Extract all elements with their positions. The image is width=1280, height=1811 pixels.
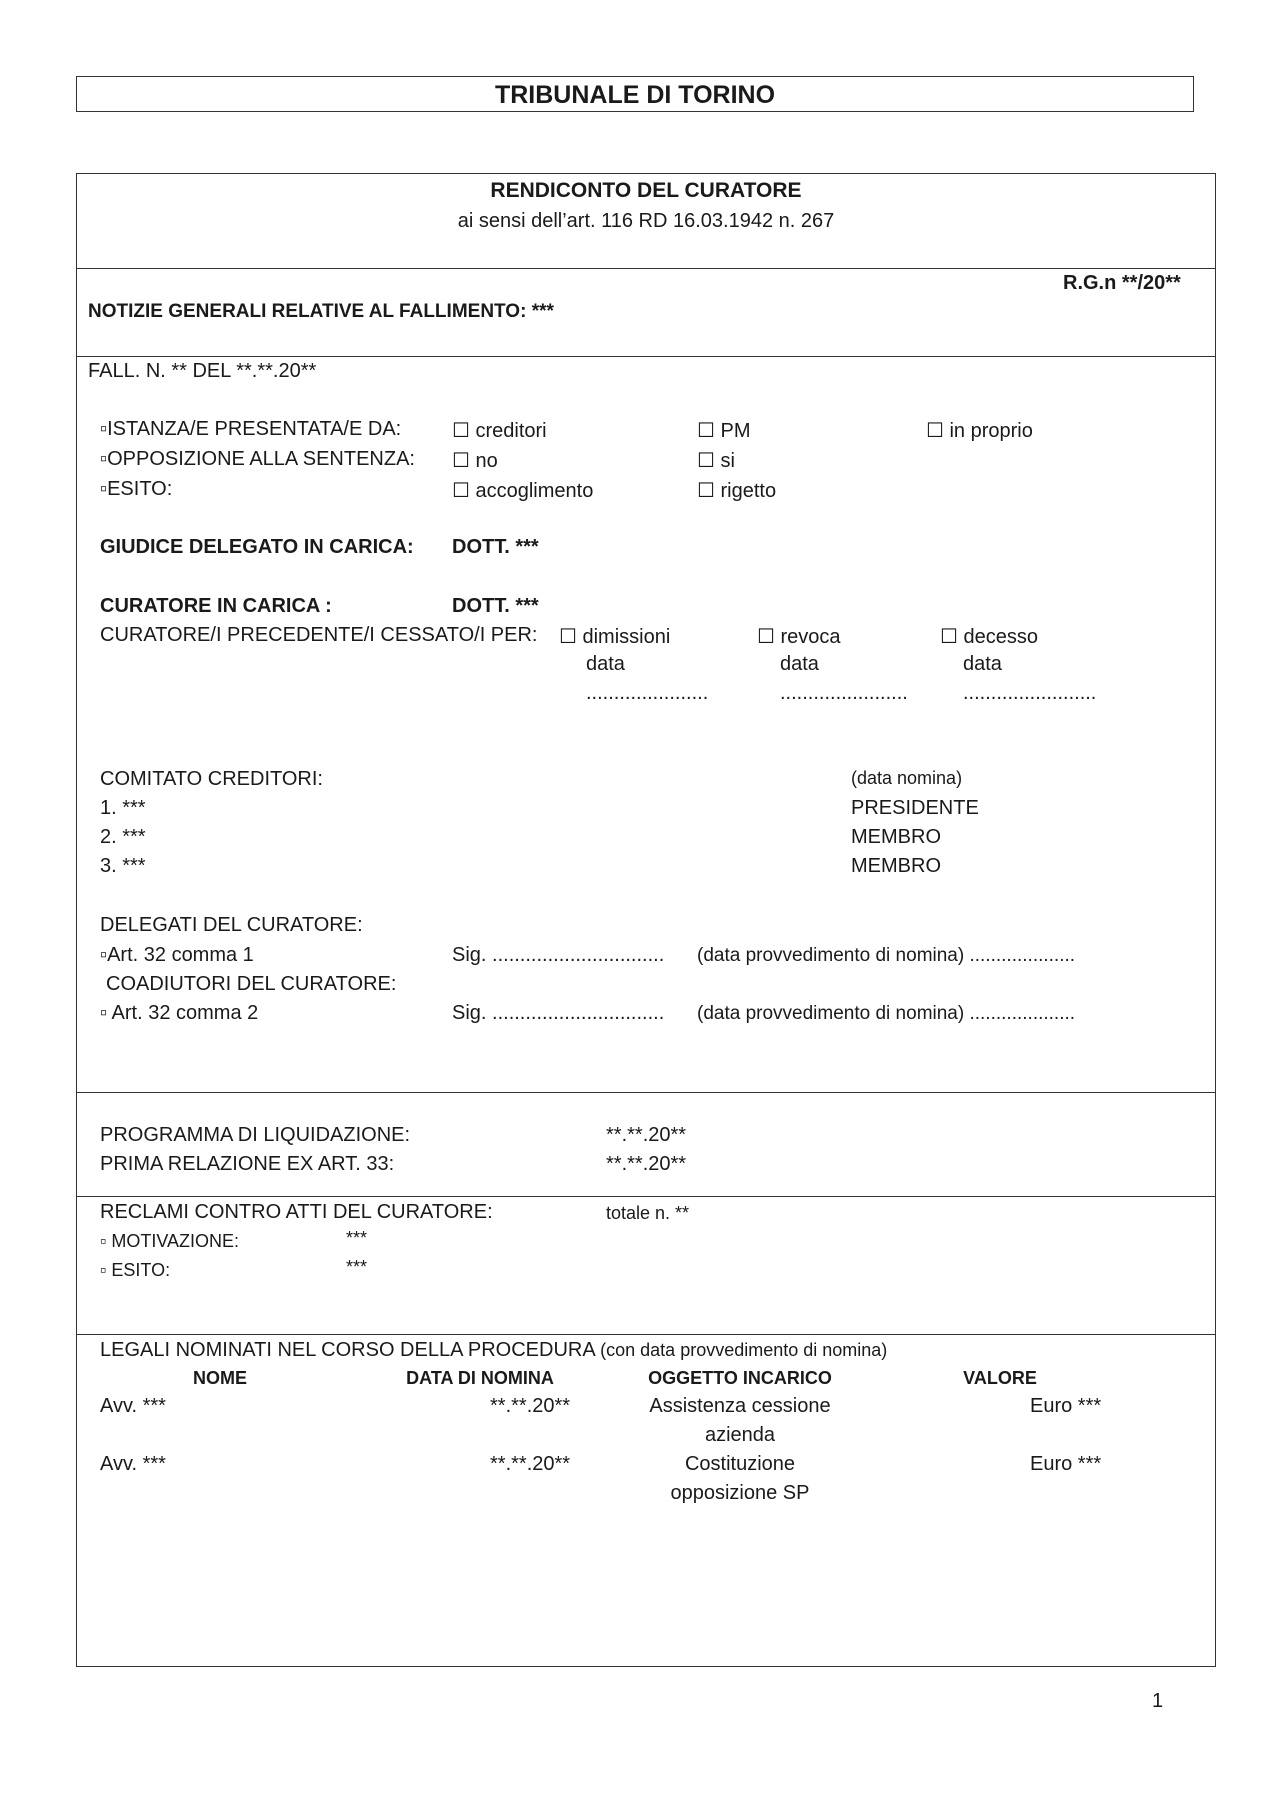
claims-total: totale n. ** bbox=[606, 1203, 690, 1223]
judge-label: GIUDICE DELEGATO IN CARICA: bbox=[100, 536, 414, 558]
page-number: 1 bbox=[1152, 1690, 1164, 1712]
lawyer-date: **.**.20** bbox=[490, 1395, 571, 1417]
coadjutor-nomina-field[interactable]: (data provvedimento di nomina) .................... bbox=[697, 1003, 1076, 1024]
curator-value: DOTT. *** bbox=[452, 595, 539, 617]
claims-motivation-label: ▫ MOTIVAZIONE: bbox=[100, 1231, 240, 1251]
revoca-date-field[interactable]: ....................... bbox=[780, 682, 908, 704]
claims-motivation-value: *** bbox=[346, 1228, 368, 1248]
esito-option-accoglimento[interactable]: ☐ accoglimento bbox=[452, 480, 594, 502]
previous-option-dimissioni[interactable]: ☐ dimissioni bbox=[559, 626, 671, 648]
previous-curator-label: CURATORE/I PRECEDENTE/I CESSATO/I PER: bbox=[100, 624, 538, 646]
lawyers-heading-note: (con data provvedimento di nomina) bbox=[600, 1340, 888, 1360]
lawyers-heading bbox=[100, 1339, 887, 1362]
esito-option-rigetto[interactable]: ☐ rigetto bbox=[697, 480, 777, 502]
istanza-option-creditori[interactable]: ☐ creditori bbox=[452, 420, 547, 442]
committee-date-header: (data nomina) bbox=[851, 768, 963, 788]
committee-member-role: PRESIDENTE bbox=[851, 797, 979, 819]
opposizione-label: ▫OPPOSIZIONE ALLA SENTENZA: bbox=[100, 448, 415, 470]
lawyer-object-line1: Assistenza cessione bbox=[649, 1395, 831, 1417]
column-header-nome: NOME bbox=[193, 1368, 247, 1388]
opposizione-option-si[interactable]: ☐ si bbox=[697, 450, 735, 472]
column-header-data-nomina: DATA DI NOMINA bbox=[406, 1368, 554, 1388]
claims-outcome-value: *** bbox=[346, 1257, 368, 1277]
bankruptcy-number: FALL. N. ** DEL **.**.20** bbox=[88, 360, 317, 382]
lawyer-name: Avv. *** bbox=[100, 1453, 166, 1475]
report-title: RENDICONTO DEL CURATORE bbox=[490, 179, 802, 202]
claims-label: RECLAMI CONTRO ATTI DEL CURATORE: bbox=[100, 1201, 493, 1223]
lawyers-heading-text: LEGALI NOMINATI NEL CORSO DELLA PROCEDURA bbox=[100, 1339, 595, 1361]
previous-option-decesso[interactable]: ☐ decesso bbox=[940, 626, 1038, 648]
section-divider bbox=[76, 268, 1216, 269]
section-divider bbox=[76, 1092, 1216, 1093]
coadjutor-signature-field[interactable]: Sig. ............................... bbox=[452, 1002, 665, 1024]
liquidation-program-label: PROGRAMMA DI LIQUIDAZIONE: bbox=[100, 1124, 411, 1146]
revoca-date-label: data bbox=[780, 653, 819, 675]
court-title: TRIBUNALE DI TORINO bbox=[494, 81, 776, 109]
lawyer-object-line2: azienda bbox=[704, 1424, 776, 1446]
lawyer-object-line2: opposizione SP bbox=[670, 1482, 810, 1504]
lawyer-value: Euro *** bbox=[1030, 1453, 1102, 1475]
delegate-signature-field[interactable]: Sig. ............................... bbox=[452, 944, 665, 966]
first-report-date: **.**.20** bbox=[606, 1153, 687, 1175]
previous-option-revoca[interactable]: ☐ revoca bbox=[757, 626, 841, 648]
delegates-label: DELEGATI DEL CURATORE: bbox=[100, 914, 363, 936]
lawyer-name: Avv. *** bbox=[100, 1395, 166, 1417]
dimissioni-date-label: data bbox=[586, 653, 625, 675]
committee-member-name: 1. *** bbox=[100, 797, 146, 819]
art32-comma1-label: ▫Art. 32 comma 1 bbox=[100, 944, 254, 966]
section-divider bbox=[76, 1334, 1216, 1335]
rg-number: R.G.n **/20** bbox=[1063, 272, 1181, 294]
committee-member-role: MEMBRO bbox=[851, 855, 941, 877]
court-header-box bbox=[76, 76, 1194, 112]
claims-outcome-label: ▫ ESITO: bbox=[100, 1260, 171, 1280]
column-header-valore: VALORE bbox=[963, 1368, 1037, 1388]
delegate-nomina-field[interactable]: (data provvedimento di nomina) .................... bbox=[697, 945, 1076, 966]
committee-member-name: 3. *** bbox=[100, 855, 146, 877]
coadjutors-label: COADIUTORI DEL CURATORE: bbox=[106, 973, 397, 995]
committee-label: COMITATO CREDITORI: bbox=[100, 768, 323, 790]
curator-label: CURATORE IN CARICA : bbox=[100, 595, 332, 617]
dimissioni-date-field[interactable]: ...................... bbox=[586, 682, 709, 704]
istanza-option-pm[interactable]: ☐ PM bbox=[697, 420, 751, 442]
opposizione-option-no[interactable]: ☐ no bbox=[452, 450, 498, 472]
report-subtitle: ai sensi dell’art. 116 RD 16.03.1942 n. 267 bbox=[457, 210, 835, 232]
liquidation-program-date: **.**.20** bbox=[606, 1124, 687, 1146]
judge-value: DOTT. *** bbox=[452, 536, 539, 558]
decesso-date-field[interactable]: ........................ bbox=[963, 682, 1097, 704]
lawyer-date: **.**.20** bbox=[490, 1453, 571, 1475]
committee-member-role: MEMBRO bbox=[851, 826, 941, 848]
committee-member-name: 2. *** bbox=[100, 826, 146, 848]
first-report-label: PRIMA RELAZIONE EX ART. 33: bbox=[100, 1153, 395, 1175]
lawyer-value: Euro *** bbox=[1030, 1395, 1102, 1417]
general-heading: NOTIZIE GENERALI RELATIVE AL FALLIMENTO: *** bbox=[88, 301, 554, 322]
esito-label: ▫ESITO: bbox=[100, 478, 173, 500]
section-divider bbox=[76, 1196, 1216, 1197]
istanza-label: ▫ISTANZA/E PRESENTATA/E DA: bbox=[100, 418, 402, 440]
istanza-option-in-proprio[interactable]: ☐ in proprio bbox=[926, 420, 1033, 442]
decesso-date-label: data bbox=[963, 653, 1002, 675]
section-divider bbox=[76, 356, 1216, 357]
art32-comma2-label: ▫ Art. 32 comma 2 bbox=[100, 1002, 259, 1024]
lawyer-object-line1: Costituzione bbox=[684, 1453, 796, 1475]
column-header-oggetto: OGGETTO INCARICO bbox=[648, 1368, 832, 1388]
